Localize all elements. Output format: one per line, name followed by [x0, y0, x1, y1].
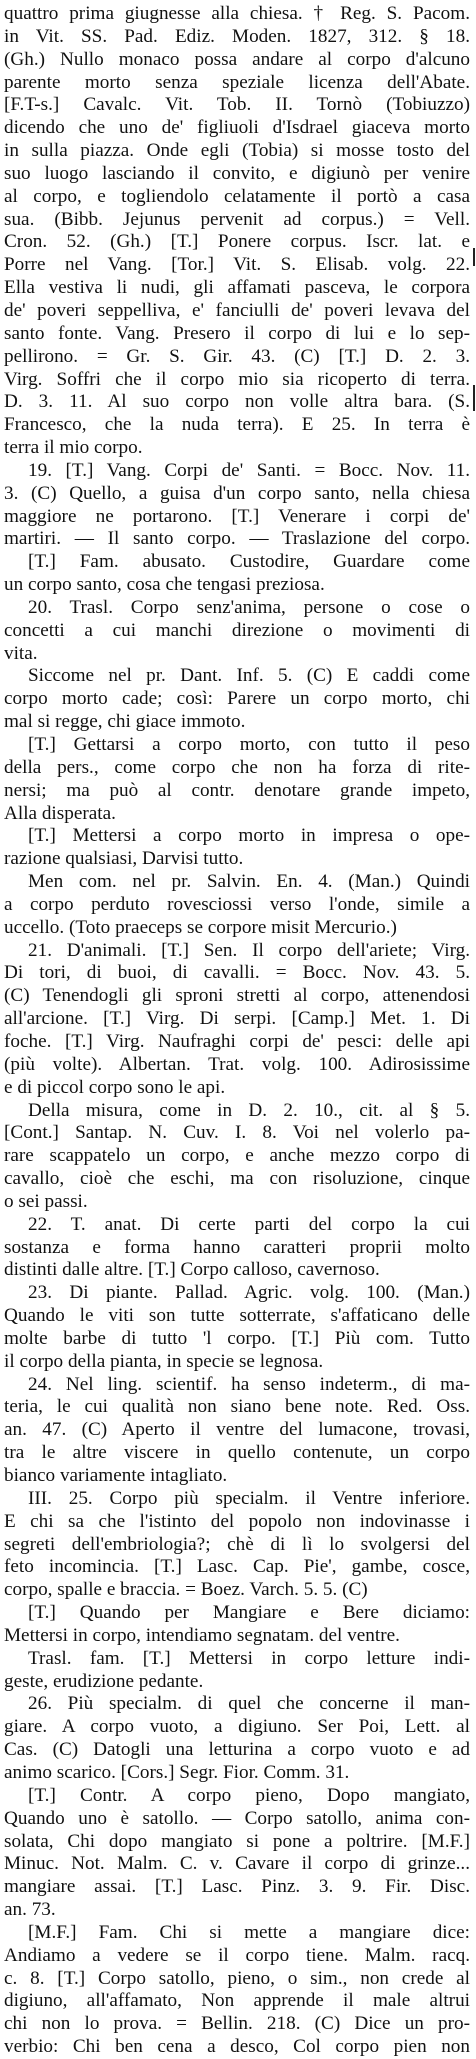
text-line: geste, erudizione pedante.	[4, 1670, 204, 1692]
text-line: Alla disperata.	[4, 802, 116, 824]
text-column	[4, 3, 470, 2059]
text-line: corpo morto cade; così: Parere un corpo morto, chi	[4, 688, 470, 710]
text-line: animo scarico. [Cors.] Segr. Fior. Comm. 31.	[4, 1761, 350, 1783]
text-line: foche. [T.] Virg. Naufraghi corpi de' pesci: delle api	[4, 1030, 470, 1052]
text-line: Mettersi in corpo, intendiamo segnatam. del ventre.	[4, 1624, 400, 1646]
text-line: chi non lo prova. = Bellin. 218. (C) Dice un pro-	[4, 2013, 470, 2035]
text-line: molte barbe di tutto 'l corpo. [T.] Più com. Tutto	[4, 1327, 470, 1349]
text-line: de' poveri seppelliva, e' fanciulli de' poveri levava del	[4, 299, 470, 321]
text-line: solata, Chi dopo mangiato si pone a poltrire. [M.F.]	[4, 1830, 470, 1852]
text-line: Cas. (C) Datogli una letturina a corpo vuoto e ad	[4, 1739, 470, 1761]
text-line: tra le altre viscere in quello contenute, un corpo	[4, 1442, 470, 1464]
text-line: Cron. 52. (Gh.) [T.] Ponere corpus. Iscr. lat. e	[4, 231, 470, 253]
text-line: mangiare assai. [T.] Lasc. Pinz. 3. 9. Fir. Disc.	[4, 1876, 470, 1898]
text-line: giare. A corpo vuoto, a digiuno. Ser Poi, Lett. al	[4, 1716, 470, 1738]
text-line: 22. T. anat. Di certe parti del corpo la cui	[28, 1213, 470, 1235]
text-line: digiuno, all'affamato, Non apprende il male altrui	[4, 1990, 470, 2012]
text-line: maggiore ne portarono. [T.] Venerare i corpi de'	[4, 505, 470, 527]
text-line: Di tori, di buoi, di cavalli. = Bocc. Nov. 43. 5.	[4, 962, 470, 984]
text-line: santo fonte. Vang. Presero il corpo di lui e lo sep-	[4, 322, 470, 344]
text-line: Della misura, come in D. 2. 10., cit. al § 5.	[28, 1099, 470, 1121]
text-line: sua. (Bibb. Jejunus pervenit ad corpus.) = Vell.	[4, 208, 470, 230]
text-line: dicendo che uno de' figliuoli d'Isdrael giaceva morto	[4, 117, 470, 139]
text-line: Ella vestiva li nudi, gli affamati pasceva, le corpora	[4, 277, 470, 299]
text-line: verbio: Chi ben cena a desco, Col corpo pien non	[4, 2036, 470, 2058]
text-line: Quando uno è satollo. — Corpo satollo, anima con-	[4, 1807, 470, 1829]
text-line: D. 3. 11. Al suo corpo non volle altra bara. (S.	[4, 391, 470, 413]
text-line: [T.] Contr. A corpo pieno, Dopo mangiato,	[28, 1784, 470, 1806]
text-line: terra il mio corpo.	[4, 437, 143, 459]
text-line: a corpo perduto rovesciossi verso l'onde, simile a	[4, 893, 470, 915]
text-line: uccello. (Toto praeceps se corpore misit Mercurio.)	[4, 916, 397, 938]
text-line: 3. (C) Quello, a guisa d'un corpo santo, nella chiesa	[4, 482, 470, 504]
text-line: feto incomincia. [T.] Lasc. Cap. Pie', gambe, cosce,	[4, 1556, 470, 1578]
text-line: razione qualsiasi, Darvisi tutto.	[4, 848, 244, 870]
text-line: 20. Trasl. Corpo senz'anima, persone o cose o	[28, 596, 470, 618]
text-line: quattro prima giugnesse alla chiesa. † Reg. S. Pacom.	[4, 3, 470, 24]
margin-rule	[473, 385, 475, 411]
text-line: 26. Più specialm. di quel che concerne il man-	[28, 1693, 470, 1715]
text-line: sostanza e forma hanno caratteri proprii molto	[4, 1236, 470, 1258]
text-line: an. 73.	[4, 1899, 56, 1921]
text-line: [T.] Fam. abusato. Custodire, Guardare come	[28, 551, 470, 573]
text-line: segreti dell'embriologia?; chè di lì lo svolgersi del	[4, 1533, 470, 1555]
text-line: [Cont.] Santap. N. Cuv. I. 8. Voi nel volerlo pa-	[4, 1122, 470, 1144]
text-line: Men com. nel pr. Salvin. En. 4. (Man.) Quindi	[28, 871, 470, 893]
text-line: E chi sa che l'istinto del popolo non indovinasse i	[4, 1510, 470, 1532]
text-line: mal si regge, chi giace immoto.	[4, 711, 246, 733]
text-line: Andiamo a vedere se il corpo tiene. Malm. racq.	[4, 1944, 470, 1966]
text-line: Francesco, che la nuda terra). E 25. In terra è	[4, 414, 470, 436]
text-line: al corpo, e togliendolo celatamente il portò a casa	[4, 185, 470, 207]
text-line: Porre nel Vang. [Tor.] Vit. S. Elisab. volg. 22.	[4, 254, 470, 276]
text-line: (C) Tenendogli gli sproni stretti al corpo, attenendosi	[4, 985, 470, 1007]
text-line: c. 8. [T.] Corpo satollo, pieno, o sim., non crede al	[4, 1967, 470, 1989]
text-line: III. 25. Corpo più specialm. il Ventre inferiore.	[28, 1487, 470, 1509]
text-line: o sei passi.	[4, 1190, 88, 1212]
text-line: cavallo, cioè che eschi, ma con risoluzione, cinque	[4, 1168, 470, 1190]
text-line: e di piccol corpo sono le api.	[4, 1076, 226, 1098]
text-line: concetti a cui manchi direzione o movimenti di	[4, 619, 470, 641]
text-line: rare scappatelo un corpo, e anche mezzo corpo di	[4, 1145, 470, 1167]
text-line: il corpo della pianta, in specie se legnosa.	[4, 1350, 324, 1372]
text-line: all'arcione. [T.] Virg. Di serpi. [Camp.] Met. 1. Di	[4, 1008, 470, 1030]
text-line: 24. Nel ling. scientif. ha senso indeterm., di ma-	[28, 1373, 470, 1395]
text-line: in Vit. SS. Pad. Ediz. Moden. 1827, 312. § 18.	[4, 25, 470, 47]
text-line: Quando le viti son tutte sotterrate, s'affaticano delle	[4, 1305, 470, 1327]
text-line: Trasl. fam. [T.] Mettersi in corpo letture indi-	[28, 1647, 470, 1669]
text-line: un corpo santo, cosa che tengasi preziosa.	[4, 574, 325, 596]
text-line: suo luogo lasciando il convito, e digiunò per venire	[4, 162, 470, 184]
text-line: [F.T-s.] Cavalc. Vit. Tob. II. Tornò (Tobiuzzo)	[4, 94, 470, 116]
text-line: martiri. — Il santo corpo. — Traslazione del corpo.	[4, 528, 470, 550]
text-line: 21. D'animali. [T.] Sen. Il corpo dell'ariete; Virg.	[28, 939, 470, 961]
margin-rule	[473, 248, 475, 266]
text-line: Virg. Soffri che il corpo mio sia ricoperto di terra.	[4, 368, 470, 390]
text-line: (Gh.) Nullo monaco possa andare al corpo d'alcuno	[4, 48, 470, 70]
text-line: Siccome nel pr. Dant. Inf. 5. (C) E caddi come	[28, 665, 470, 687]
text-line: parente morto senza speziale licenza dell'Abate.	[4, 71, 470, 93]
text-line: 19. [T.] Vang. Corpi de' Santi. = Bocc. Nov. 11.	[28, 459, 470, 481]
text-line: [T.] Quando per Mangiare e Bere diciamo:	[28, 1602, 470, 1624]
text-line: corpo, spalle e braccia. = Boez. Varch. 5. 5. (C)	[4, 1579, 368, 1601]
text-line: in sulla piazza. Onde egli (Tobia) si mosse tosto del	[4, 140, 470, 162]
text-line: [T.] Mettersi a corpo morto in impresa o ope-	[28, 825, 470, 847]
text-line: pellirono. = Gr. S. Gir. 43. (C) [T.] D. 2. 3.	[4, 345, 470, 367]
text-line: an. 47. (C) Aperto il ventre del lumacone, trovasi,	[4, 1419, 470, 1441]
text-line: Minuc. Not. Malm. C. v. Cavare il corpo di grinze...	[4, 1853, 470, 1875]
text-line: [T.] Gettarsi a corpo morto, con tutto il peso	[28, 734, 470, 755]
text-line: bianco variamente intagliato.	[4, 1465, 228, 1486]
text-line: vita.	[4, 642, 38, 664]
text-line: teria, le cui qualità non siano bene note. Red. Oss.	[4, 1396, 470, 1418]
text-line: [M.F.] Fam. Chi si mette a mangiare dice:	[28, 1921, 470, 1943]
text-line: nersi; ma può al contr. denotare grande impeto,	[4, 779, 470, 801]
text-line: (più volte). Albertan. Trat. volg. 100. Adirosissime	[4, 1053, 470, 1075]
text-line: della pers., come corpo che non ha forza di rite-	[4, 756, 470, 778]
text-line: distinti dalle altre. [T.] Corpo calloso, cavernoso.	[4, 1259, 380, 1281]
text-line: 23. Di piante. Pallad. Agric. volg. 100. (Man.)	[28, 1282, 470, 1304]
